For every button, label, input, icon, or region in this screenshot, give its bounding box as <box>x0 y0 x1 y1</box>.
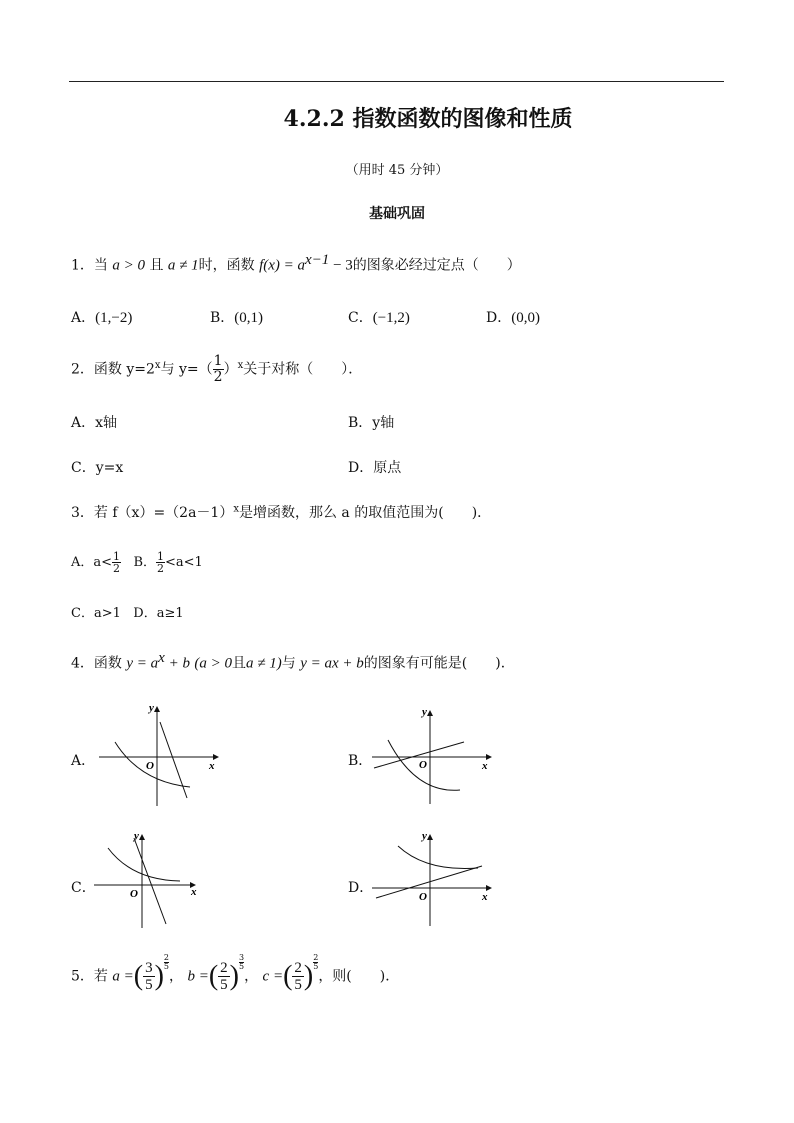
q1-condition: a > 0 <box>112 257 145 274</box>
q4-number: 4． <box>71 655 94 672</box>
graph-c-origin: O <box>130 888 138 900</box>
q5-c-fraction: $\frac{2}{5}$ <box>294 960 302 993</box>
q2-option-b: B．y轴 <box>348 415 395 431</box>
section-heading: 基础巩固 <box>369 206 425 222</box>
q5-c-paren-r: ) <box>303 960 314 992</box>
q5-a-label: a = <box>112 968 134 985</box>
graph-c <box>90 830 208 930</box>
q3-number: 3． <box>71 505 94 521</box>
q3-text: 若 f（x）=（2a－1） <box>93 505 234 521</box>
q4-function1: y = a <box>126 655 159 672</box>
q5-comma1: ， <box>169 968 183 985</box>
q5-b-exponent: $\frac{3}{5}$ <box>238 953 245 971</box>
q5-text: 若 <box>93 968 108 985</box>
q2-text2: 与 y=（ <box>160 361 213 378</box>
graph-b <box>368 706 498 810</box>
q1-text: 当 <box>93 257 108 274</box>
q2-fraction: $\frac{1}{2}$ <box>213 353 223 385</box>
q2-number: 2． <box>71 361 94 378</box>
graph-d <box>368 830 498 930</box>
q1-option-c: C．(−1,2) <box>348 310 410 326</box>
q5-c-exponent: $\frac{2}{5}$ <box>313 953 319 971</box>
header-rule <box>69 81 724 82</box>
q3-option-b: B． <box>133 555 157 570</box>
q4-exp: x <box>158 650 165 666</box>
q1-function: f(x) = a <box>259 257 306 274</box>
q3-option-c: C．a>1 <box>71 606 121 621</box>
q5-comma2: ， <box>244 968 259 985</box>
q3-option-b-tail: <a<1 <box>165 555 203 570</box>
q2-option-c: C．y=x <box>71 460 124 476</box>
q2-option-a: A．x轴 <box>71 415 118 431</box>
graph-a-origin: O <box>146 760 154 772</box>
q1-option-b: B．(0,1) <box>210 310 264 326</box>
q5-a-paren-r: ) <box>154 960 164 992</box>
graph-c-x-label: x <box>191 886 197 898</box>
graph-a-x-label: x <box>209 760 215 772</box>
page-title: 4.2.2 指数函数的图像和性质 <box>283 106 573 132</box>
q5-b-paren-r: ) <box>229 960 239 992</box>
q1-text4: 的图象必经过定点（ ） <box>352 257 521 274</box>
q1-exponent: x−1 <box>305 252 330 268</box>
q5-a-paren-l: ( <box>133 960 144 992</box>
q2-exp2: x <box>237 359 244 371</box>
q3-option-a: A．a< <box>71 555 113 570</box>
q5-b-paren-l: ( <box>208 960 219 992</box>
q4-text2: 且 <box>232 655 247 672</box>
graph-b-x-label: x <box>482 760 488 772</box>
page-subtitle: （用时 45 分钟） <box>345 163 449 178</box>
q2-text: 函数 y=2 <box>93 361 155 378</box>
q3-option-b-fraction: $\frac{1}{2}$ <box>157 550 165 575</box>
graph-a <box>95 702 225 810</box>
graph-d-y-label: y <box>422 830 427 842</box>
q3-option-a-fraction: $\frac{1}{2}$ <box>113 550 121 575</box>
graph-a-y-label: y <box>149 702 154 714</box>
q4-condition2: a ≠ 1) <box>246 655 282 672</box>
graph-c-y-label: y <box>134 830 139 842</box>
q1-function-tail: − 3 <box>329 257 353 274</box>
question-4 <box>71 650 515 673</box>
q5-b-fraction: $\frac{2}{5}$ <box>220 960 228 993</box>
q1-text3: 时，函数 <box>198 257 255 274</box>
q5-number: 5． <box>71 968 94 985</box>
q1-condition2: a ≠ 1 <box>167 257 199 274</box>
q3-exp: x <box>233 503 239 515</box>
question-5 <box>71 953 400 993</box>
q5-a-exponent: $\frac{2}{5}$ <box>163 953 169 971</box>
q2-text3: ） <box>223 361 238 378</box>
graph-b-origin: O <box>419 759 427 771</box>
q1-number: 1． <box>71 257 94 274</box>
question-3 <box>71 502 491 522</box>
question-1 <box>71 252 521 275</box>
q3-option-d: D．a≥1 <box>133 606 184 621</box>
q5-a-fraction: $\frac{3}{5}$ <box>145 960 153 993</box>
q1-option-d: D．(0,0) <box>486 310 540 326</box>
graph-d-origin: O <box>419 891 427 903</box>
q4-option-a-label: A． <box>71 753 96 769</box>
q5-c-label: c = <box>262 968 284 985</box>
q3-text2: 是增函数，那么 a 的取值范围为( )． <box>238 505 492 521</box>
q4-function1-tail: + b <box>164 655 190 672</box>
q4-text4: 的图象有可能是( )． <box>363 655 515 672</box>
q4-option-b-label: B． <box>348 753 373 769</box>
q5-b-label: b = <box>187 968 209 985</box>
q3-options-ab <box>71 551 203 574</box>
q1-option-a: A．(1,−2) <box>71 310 133 326</box>
q4-option-c-label: C． <box>71 880 96 896</box>
q5-text2: ，则( )． <box>318 968 400 985</box>
q2-exp1: x <box>154 359 161 371</box>
q1-text2: 且 <box>149 257 164 274</box>
question-2 <box>71 354 362 385</box>
q4-option-d-label: D． <box>348 880 374 896</box>
q3-options-cd <box>71 602 184 621</box>
q4-text3: 与 <box>281 655 296 672</box>
q4-function2: y = ax + b <box>300 655 364 672</box>
q4-text: 函数 <box>93 655 122 672</box>
graph-d-x-label: x <box>482 891 488 903</box>
q2-option-d: D．原点 <box>348 460 402 476</box>
q4-condition: (a > 0 <box>194 655 233 672</box>
graph-b-y-label: y <box>422 706 427 718</box>
q5-c-paren-l: ( <box>283 960 293 992</box>
q2-text4: 关于对称（ ）． <box>243 361 363 378</box>
